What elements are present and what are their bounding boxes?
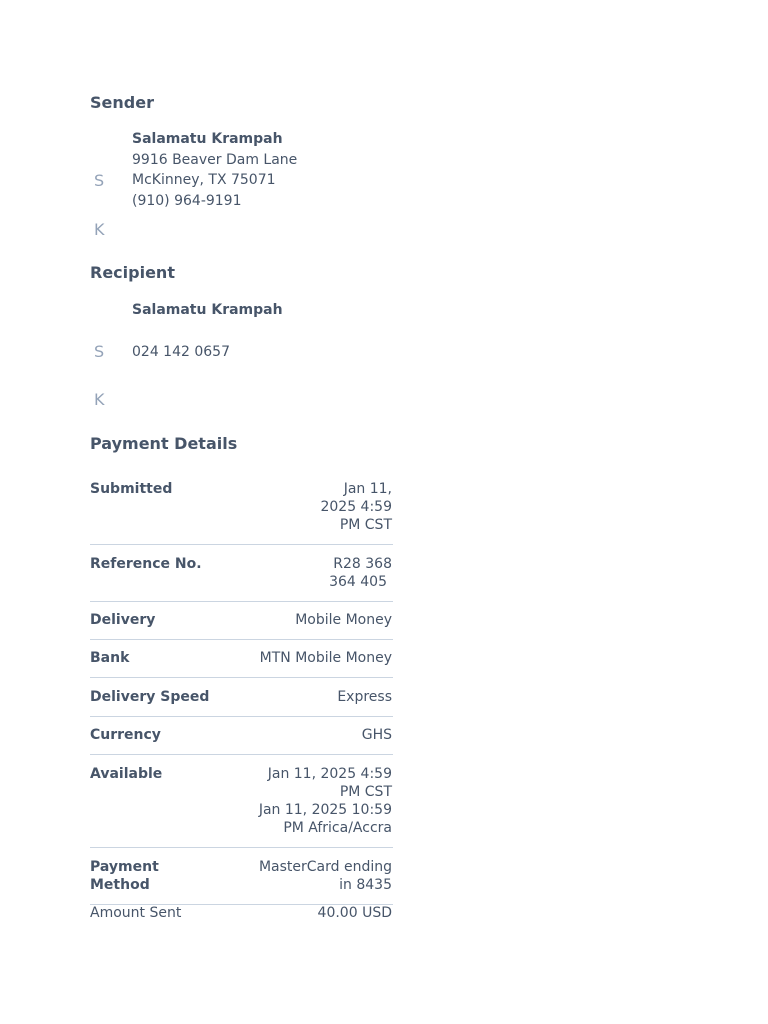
recipient-name: Salamatu Krampah [132,302,283,318]
payment-method-label-line: Payment [90,859,159,875]
delivery-speed-value: Express [337,689,392,705]
sender-initial-first: S [94,171,105,190]
delivery-label: Delivery [90,612,156,628]
divider [90,754,393,755]
amount-sent-value: 40.00 USD [317,905,392,921]
currency-label: Currency [90,727,161,743]
divider [90,847,393,848]
reference-value [329,555,392,591]
recipient-initial-last: K [94,390,105,409]
submitted-label: Submitted [90,481,173,497]
submitted-value [320,480,392,534]
sender-address-line2: McKinney, TX 75071 [132,172,276,188]
payment-method-value [259,858,392,894]
recipient-phone: 024 142 0657 [132,343,230,360]
sender-address-line1: 9916 Beaver Dam Lane [132,151,298,168]
amount-sent-label: Amount Sent [90,905,182,921]
payment-details-heading: Payment Details [90,434,238,453]
divider [90,544,393,545]
payment-method-label-line: Method [90,877,150,893]
sender-heading: Sender [90,93,154,112]
bank-value: MTN Mobile Money [259,650,392,666]
payment-method-value-line: in 8435 [339,877,392,893]
currency-value: GHS [361,727,392,743]
sender-phone: (910) 964-9191 [132,192,242,209]
divider [90,716,393,717]
divider [90,677,393,678]
recipient-initial-first: S [94,342,105,361]
payment-method-value-line: MasterCard ending [258,859,392,875]
reference-value-line: 364 405 [329,574,387,590]
available-value-line: Jan 11, 2025 4:59 [267,766,392,782]
sender-details [132,129,297,211]
available-value-line: Jan 11, 2025 10:59 [258,802,392,818]
available-value [259,765,392,837]
bank-label: Bank [90,650,130,666]
submitted-value-line: 2025 4:59 [320,499,392,515]
sender-name: Salamatu Krampah [132,131,283,147]
payment-method-label [90,858,159,894]
delivery-value: Mobile Money [295,612,392,628]
recipient-heading: Recipient [90,263,175,282]
sender-initial-last: K [94,220,105,239]
reference-value-line: R28 368 [333,556,392,572]
divider [90,639,393,640]
available-value-line: PM CST [339,784,392,800]
available-label: Available [90,766,163,782]
available-value-line: PM Africa/Accra [283,820,392,836]
submitted-value-line: Jan 11, [343,481,392,497]
divider [90,601,393,602]
submitted-value-line: PM CST [339,517,392,533]
recipient-details [132,300,283,362]
delivery-speed-label: Delivery Speed [90,689,210,705]
reference-label: Reference No. [90,556,202,572]
